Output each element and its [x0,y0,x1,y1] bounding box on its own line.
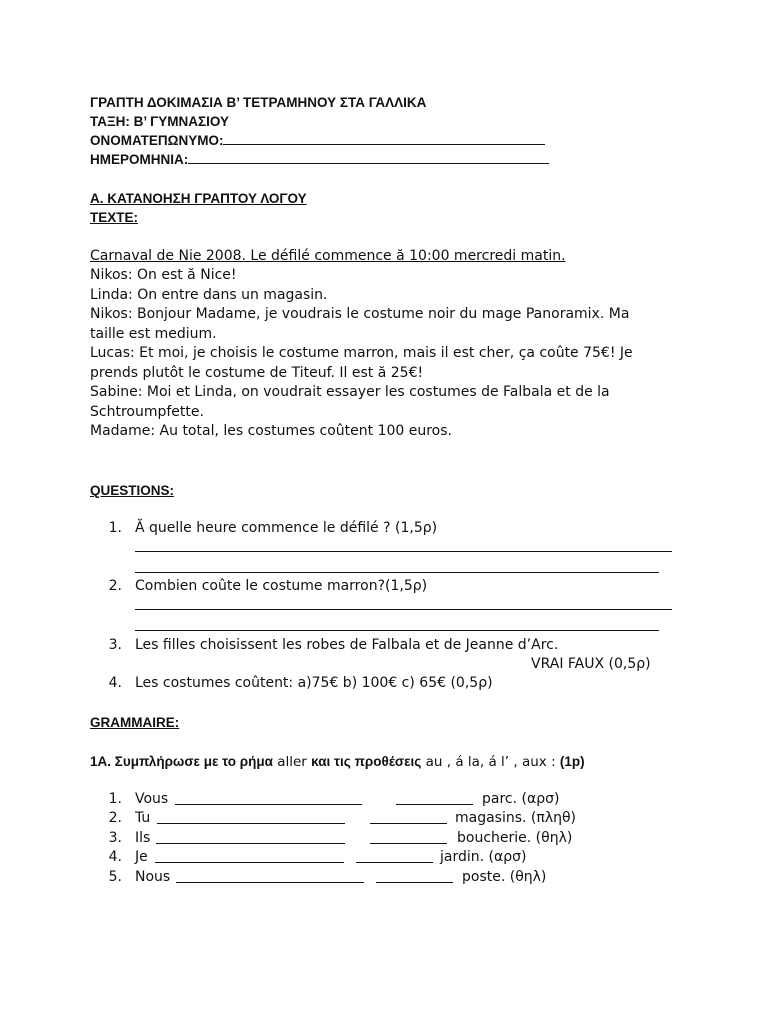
text-line: Madame: Au total, les costumes coûtent 100 euros. [90,423,452,439]
text-line: Lucas: Et moi, je choisis le costume marron, mais il est cher, ça coûte 75€! Je [90,345,633,361]
question-text: Combien coûte le costume marron?(1,5ρ) [135,578,428,594]
verb-blank[interactable] [156,831,345,844]
preposition-blank[interactable] [376,870,453,883]
question-number: 1. [108,520,122,536]
date-blank [188,151,549,164]
exercise-ending: parc. (αρσ) [482,791,560,807]
exercise-ending: jardin. (αρσ) [440,849,527,865]
text-line: Sabine: Moi et Linda, on voudrait essayer les costumes de Falbala et de la [90,384,610,400]
question-number: 4. [108,675,122,691]
exercise-subject: Nous [135,869,171,885]
verb-blank[interactable] [176,870,364,883]
exercise-ending: magasins. (πληθ) [455,810,577,826]
vrai-faux-options[interactable]: VRAI FAUX (0,5ρ) [531,656,651,672]
preposition-blank[interactable] [370,811,447,824]
question-number: 3. [108,637,122,653]
exercise-number: 1. [108,791,122,807]
exercise-subject: Je [135,849,148,865]
exam-title: ΓΡΑΠΤΗ ΔΟΚΙΜΑΣΙΑ Β’ ΤΕΤΡΑΜΗΝΟΥ ΣΤΑ ΓΑΛΛΙΚΑ [90,95,427,110]
answer-line[interactable] [135,630,659,631]
date-label: ΗΜΕΡΟΜΗΝΙΑ: [90,152,189,167]
question-text[interactable]: Les costumes coûtent: a)75€ b) 100€ c) 65€ (0,5ρ) [135,675,493,691]
answer-line[interactable] [135,609,672,610]
verb-blank[interactable] [175,792,362,805]
texte-label: TEXTE: [90,210,139,225]
class-line: ΤΑΞΗ: Β’ ΓΥΜΝΑΣΙΟΥ [90,114,230,129]
text-line: Linda: On entre dans un magasin. [90,287,328,303]
section-a-heading: Α. ΚΑΤΑΝΟΗΣΗ ΓΡΑΠΤΟΥ ΛΟΓΟΥ [90,191,307,206]
preposition-blank[interactable] [370,831,447,844]
instruction-bold: και τις προθέσεις [311,754,422,769]
question-number: 2. [108,578,122,594]
name-blank [223,132,545,145]
instruction-verb: aller [272,754,312,770]
answer-line[interactable] [135,551,672,552]
question-text: Ă quelle heure commence le défilé ? (1,5ρ) [135,520,438,536]
exercise-subject: Tu [135,810,151,826]
text-line: Nikos: On est ă Nice! [90,267,237,283]
exercise-ending: poste. (θηλ) [462,869,547,885]
exercise-subject: Ils [135,830,151,846]
text-line: prends plutôt le costume de Titeuf. Il est ă 25€! [90,365,424,381]
questions-heading: QUESTIONS: [90,483,175,498]
text-line: Carnaval de Nie 2008. Le défilé commence ă 10:00 mercredi matin. [90,248,566,264]
exercise-number: 3. [108,830,122,846]
text-line: taille est medium. [90,326,217,342]
exercise-number: 4. [108,849,122,865]
grammaire-heading: GRAMMAIRE: [90,715,180,730]
exercise-number: 5. [108,869,122,885]
exercise-subject: Vous [135,791,169,807]
name-label: ΟΝΟΜΑΤΕΠΩΝΥΜΟ: [90,133,224,148]
grammar-instruction [90,752,585,772]
name-field [90,132,545,150]
preposition-blank[interactable] [396,792,473,805]
instruction-points: (1p) [559,754,585,769]
exercise-number: 2. [108,810,122,826]
verb-blank[interactable] [155,850,344,863]
instruction-bold: 1Α. Συμπλήρωσε με το ρήμα [90,754,273,769]
text-line: Nikos: Bonjour Madame, je voudrais le costume noir du mage Panoramix. Ma [90,306,630,322]
verb-blank[interactable] [157,811,345,824]
date-field [90,151,549,169]
text-line: Schtroumpfette. [90,404,204,420]
question-text: Les filles choisissent les robes de Falbala et de Jeanne d’Arc. [135,637,559,653]
exercise-ending: boucherie. (θηλ) [457,830,573,846]
instruction-prepositions: au , á la, á l’ , aux : [421,754,560,770]
answer-line[interactable] [135,572,659,573]
preposition-blank[interactable] [356,850,433,863]
